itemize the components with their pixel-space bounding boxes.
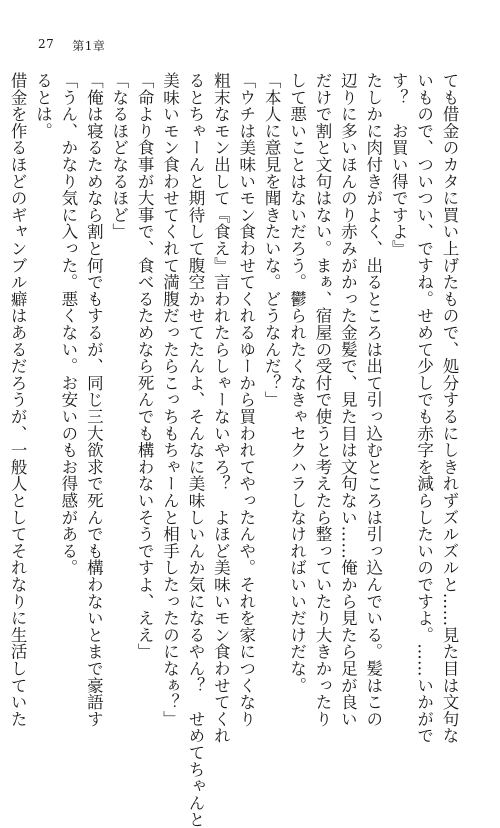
text-line: す？ お買い得ですよ』 [389, 72, 409, 257]
text-line: ても借金のカタに買い上げたもので、処分するにしきれずズルズルと……見た目は文句な [440, 72, 459, 744]
text-line: るとちゃーんと期待して腹空かせてたんよ、そんなに美味しいんか気になるやん？ せめてちゃんと [185, 72, 205, 828]
text-line: 「うん、かなり気に入った。悪くない。お安いのもお得感がある。 [58, 72, 78, 576]
text-line: 「命より食事が大事で、食べるためなら死んでも構わないそうですよ、ええ」 [135, 72, 155, 660]
text-line: 「ウチは美味いモン食わせてくれるゆーから買われてやったんや。それを家につくなり [236, 72, 256, 728]
page-header [38, 37, 105, 54]
chapter-title: 第1章 [72, 39, 106, 53]
vertical-text-body [5, 72, 462, 828]
text-line: るとは。 [33, 72, 53, 140]
text-line: 辺りに多いほんのり赤みがかった金髪で、見た目は文句ない……俺から見たら足が良い [338, 72, 358, 728]
text-line: 「俺は寝るためなら割と何でもするが、同じ三大欲求で死んでも構わないとまで豪語す [84, 72, 104, 728]
text-line: だけで割と文句はない。まぁ、宿屋の受付で使うと考えたら整っていたり大きかったり [312, 72, 332, 728]
text-line: して悪いことはないだろう。鬱られたくなきゃセクハラしなければいいだけだな。 [287, 72, 307, 694]
text-line: 借金を作るほどのギャンブル癖はあるだろうが、一般人としてそれなりに生活していた [8, 72, 28, 728]
text-line: 「本人に意見を聞きたいな。どうなんだ？」 [262, 72, 282, 408]
text-line: 美味いモン食わせてくれて満腹だったらこっちもちゃーんと相手したったのになぁ？」 [160, 72, 180, 728]
page-number: 27 [38, 37, 55, 51]
text-line: 粗末なモン出して『食え』言われたらしゃーないやろ？ よほど美味いモン食わせてくれ [211, 72, 231, 744]
text-line: たしかに肉付きがよく、出るところは出て引っ込むところは引っ込んでいる。髪はこの [363, 72, 383, 728]
text-line: いもので、ついつい、ですね。せめて少しでも赤字を減らしたいのですよ。……いかがで [414, 72, 434, 744]
text-line: 「なるほどなるほど」 [109, 72, 129, 240]
